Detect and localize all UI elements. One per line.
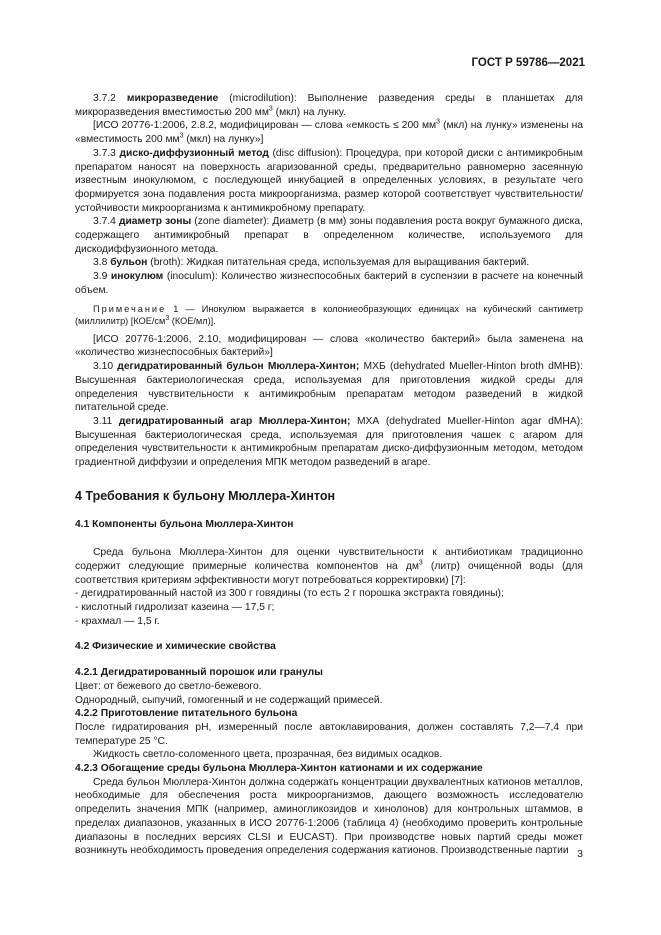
color-line: Цвет: от бежевого до светло-бежевого. — [75, 680, 262, 692]
section-4-2-3-paragraph: Среда бульон Мюллера-Хинтон должна содержать концентрации двухвалентных катионов металлов, необходимые для обеспечения роста микроорганизмов, дающего возможность исследователю определить значения МПК (например, аминогликозидов и хинолонов) для контрольных штаммов, в пределах диапазонов, указанных в ИСО 20776-1:2006 (таблица 4) (необходимо проверить контрольные диапазоны в последних версиях CLSI и EUCAST). При производстве новых партий среды может возникнуть необходимость проведения определения содержания катионов. Производственные партии — [75, 776, 583, 857]
iso-reference: [ИСО 20776-1:2006, 2.10, модифицирован — слова «количество бактерий» была заменена на «количество жизнеспособных бактерий»] — [75, 333, 583, 359]
term-number: 3.7.2 — [93, 93, 116, 104]
property-line: Однородный, сыпучий, гомогенный и не содержащий примесей. — [75, 694, 383, 706]
term-3-9: 3.9 инокулюм (inoculum): Количество жизнеспособных бактерий в суспензии в расчете на конечный объем. — [75, 271, 583, 296]
term-3-8: 3.8 бульон (broth): Жидкая питательная среда, используемая для выращивания бактерий. — [93, 257, 530, 269]
term-text: (мкл) на лунку. — [272, 106, 346, 118]
liquid-line: Жидкость светло-соломенного цвета, прозрачная, без видимых осадков. — [93, 749, 443, 761]
page-body — [75, 92, 583, 858]
term-3-7-3: 3.7.3 диско-диффузионный метод (disc diffusion): Процедура, при которой диски с антимикробным препаратом наносят на поверхность агаризованной среды, предварительно равномерно засеянную известным инокулюмом, с последующей инкубацией в определенных условиях, в результате чего формируется зона подавления роста микроорганизма, размер которой соответствует чувствительности/устойчивости микроорганизма к антимикробному препарату. — [75, 147, 584, 214]
section-4-2-1-title: 4.2.1 Дегидратированный порошок или гранулы — [75, 667, 323, 679]
page-number: 3 — [577, 848, 583, 860]
list-item: - дегидратированный настой из 300 г говядины (то есть 2 г порошка экстракта говядины); — [75, 588, 504, 600]
note: Примечание 1 — Инокулюм выражается в колониеобразующих единицах на кубический сантиметр (миллилитр) [$КОЕ/см^3$ (КОЕ/мл)]. — [75, 303, 583, 327]
section-4-2-3-title: 4.2.3 Обогащение среды бульона Мюллера-Хинтон катионами и их содержание — [75, 763, 483, 775]
section-4-1-paragraph: Среда бульона Мюллера-Хинтон для оценки чувствительности к антибиотикам традиционно содержит следующие примерные количества компонентов на $дм^3$ (литр) очищенной воды (для соответствия критериям эффективности могут потребоваться корректировки) [7]: — [75, 547, 583, 586]
list-item: - кислотный гидролизат казеина — 17,5 г; — [75, 601, 275, 613]
term-3-7-4: 3.7.4 диаметр зоны (zone diameter): Диаметр (в мм) зоны подавления роста вокруг бумажного диска, содержащего антимикробный препарат в определенном количестве, используемого для дискодиффузионного метода. — [75, 216, 583, 255]
term-3-11: 3.11 дегидратированный агар Мюллера-Хинтон; МХА (dehydrated Mueller-Hinton agar dMHA): Высушенная бактериологическая среда, используемая для приготовления чашек с агаром для определения чувствительности к антимикробным препаратам диско-диффузионным методом, методом градиентной диффузии и определения МПК методом разведений в агаре. — [75, 415, 583, 469]
term-text: (microdilution): Выполнение разведения среды в планшетах для микроразведения вместимостью 200 мм — [75, 93, 583, 118]
iso-reference: [ИСО 20776-1:2006, 2.8.2, модифицирован — слова «емкость ≤ 200 $мм^3$ (мкл) на лунку» изменены на «вместимость 200 $мм^3$ (мкл) на лунку»] — [75, 118, 583, 146]
section-4-2-2-title: 4.2.2 Приготовление питательного бульона — [75, 708, 298, 720]
section-4-title: 4 Требования к бульону Мюллера-Хинтон — [75, 488, 336, 503]
term-3-7-2 — [75, 92, 583, 119]
section-4-2-title: 4.2 Физические и химические свойства — [75, 641, 276, 653]
standard-header: ГОСТ Р 59786—2021 — [471, 57, 585, 69]
section-4-1-title: 4.1 Компоненты бульона Мюллера-Хинтон — [75, 519, 294, 531]
note-label: Примечание — [93, 303, 167, 314]
term-name: микроразведение — [126, 93, 219, 104]
ph-paragraph: После гидратирования рН, измеренный после автоклавирования, должен составлять 7,2—7,4 при температуре 25 °С. — [75, 721, 583, 747]
superscript: 3 — [268, 105, 273, 113]
list-item: - крахмал — 1,5 г. — [75, 615, 160, 627]
term-3-10: 3.10 дегидратированный бульон Мюллера-Хинтон; МХБ (dehydrated Mueller-Hinton broth dMHB): Высушенная бактериологическая среда, используемая для приготовления жидкой среды для определения чувствительности к антимикробным препаратам методом разведений в жидкой питательной среде. — [75, 361, 583, 414]
